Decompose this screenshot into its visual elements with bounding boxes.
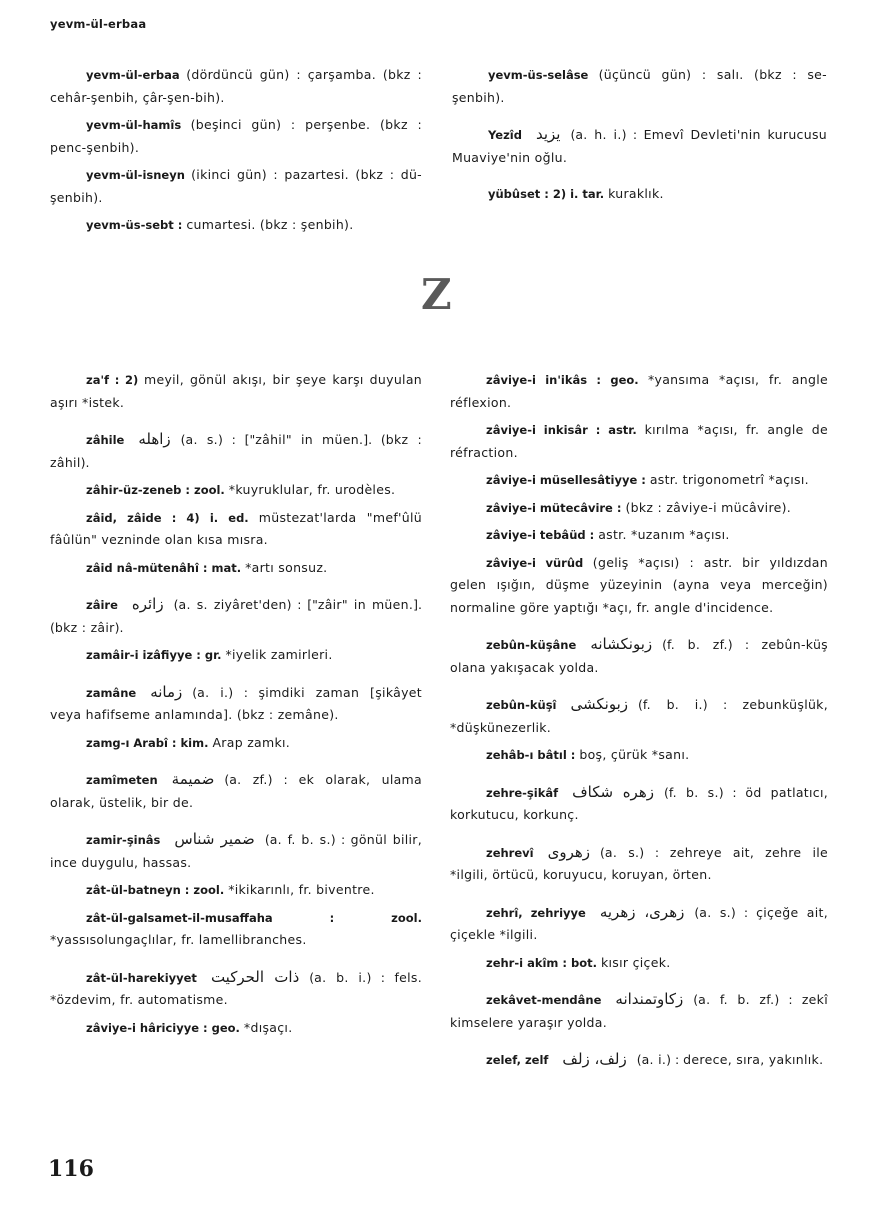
entry-headword: yevm-ül-erbaa — [86, 68, 180, 82]
entry-definition: (bkz : zâviye-i mücâvire). — [625, 499, 792, 515]
entry-headword: zâhir-üz-zeneb : zool. — [86, 483, 225, 497]
entry-definition: kuraklık. — [608, 186, 664, 201]
entry-headword: yevm-üs-selâse — [488, 68, 589, 82]
entry-arabic-script: زبونكشانه — [590, 635, 653, 653]
dictionary-entry — [450, 781, 828, 827]
entry-headword: zamâir-i izâfiyye : gr. — [86, 648, 222, 662]
dictionary-entry — [50, 593, 422, 639]
entry-headword: zâviye-i mütecâvire : — [486, 500, 622, 515]
entry-definition: (geliş *açısı) : astr. bir yıldızdan gelen ışığın, düşme yüzeyinin (ayna veya merceğin) normaline göre yaptığı *açı, fr. angle d'incidence. — [450, 554, 828, 615]
dictionary-entry — [50, 507, 422, 552]
entry-headword: zât-ül-harekiyyet — [86, 970, 197, 985]
entry-arabic-script: ضميمة — [171, 770, 215, 788]
entry-definition: (a. s. ziyâret'den) : ["zâir" in müen.]. (bkz : zâir). — [50, 597, 422, 635]
page-number: 116 — [48, 1156, 94, 1182]
top-left-column — [50, 64, 422, 242]
section-letter: Z — [421, 270, 452, 319]
dictionary-entry — [50, 214, 422, 237]
entry-definition: kısır çiçek. — [601, 954, 671, 970]
entry-headword: zamîmeten — [86, 773, 158, 787]
dictionary-entry — [50, 557, 422, 580]
entry-definition: (f. b. s.) : öd patlatıcı, korkutucu, korkunç. — [450, 784, 828, 822]
entry-headword: zâviye-i hâriciyye : geo. — [86, 1020, 240, 1035]
entry-headword: zehrî, zehriyye — [486, 905, 586, 920]
entry-arabic-script: ذات الحركيت — [210, 967, 300, 986]
entry-headword: yübûset : 2) i. tar. — [488, 187, 605, 201]
entry-headword: zamg-ı Arabî : kim. — [86, 735, 209, 750]
dictionary-entry — [50, 114, 422, 159]
entry-arabic-script: زائره — [131, 595, 164, 613]
dictionary-entry — [50, 428, 422, 474]
dictionary-entry — [450, 524, 828, 547]
entry-definition: Arap zamkı. — [212, 734, 291, 750]
dictionary-entry — [450, 693, 828, 739]
entry-headword: zebûn-küşî — [486, 698, 557, 712]
entry-definition: *artı sonsuz. — [245, 559, 328, 575]
entry-arabic-script: زهره شكاف — [572, 782, 654, 801]
entry-headword: zâviye-i in'ikâs : geo. — [486, 373, 639, 387]
entry-definition: (f. b. i.) : zebunküşlük, *düşkünezerlik. — [450, 697, 828, 735]
dictionary-entry — [50, 1017, 422, 1040]
entry-headword: zamâne — [86, 685, 137, 700]
main-left-column — [50, 369, 422, 1044]
dictionary-entry — [50, 479, 422, 502]
running-head: yevm-ül-erbaa — [50, 17, 147, 31]
entry-definition: (a. b. i.) : fels. *özdevim, fr. automatisme. — [50, 969, 422, 1007]
entry-headword: zelef, zelf — [486, 1053, 549, 1067]
entry-definition: astr. *uzanım *açısı. — [598, 527, 730, 542]
entry-headword: zekâvet-mendâne — [486, 993, 602, 1007]
dictionary-entry — [450, 369, 828, 414]
entry-definition: (a. h. i.) : Emevî Devleti'nin kurucusu Muaviye'nin oğlu. — [452, 127, 827, 165]
dictionary-entry — [450, 552, 828, 620]
dictionary-entry — [50, 907, 422, 952]
dictionary-entry — [50, 681, 422, 727]
dictionary-entry — [450, 901, 828, 947]
entry-definition: (dördüncü gün) : çarşamba. (bkz : cehâr-şenbih, çâr-şen-bih). — [50, 67, 422, 105]
entry-arabic-script: زبونكشى — [570, 695, 629, 713]
dictionary-entry — [50, 732, 422, 755]
dictionary-entry — [50, 164, 422, 209]
entry-definition: (a. i.) : derece, sıra, yakınlık. — [636, 1052, 824, 1067]
entry-arabic-script: زهرى، زهريه — [599, 902, 685, 921]
entry-definition: (a. i.) : şimdiki zaman [şikâyet veya hafifseme anlamında]. (bkz : zemâne). — [50, 684, 422, 722]
entry-headword: zât-ül-batneyn : zool. — [86, 883, 225, 897]
dictionary-entry — [450, 952, 828, 975]
entry-definition: *yassısolungaçlılar, fr. lamellibranches. — [50, 932, 307, 947]
entry-arabic-script: زهروى — [547, 842, 591, 861]
entry-headword: zehre-şikâf — [486, 785, 559, 800]
entry-headword: zâviye-i tebâüd : — [486, 528, 595, 542]
main-right-column — [450, 369, 828, 1077]
entry-definition: (üçüncü gün) : salı. (bkz : se-şenbih). — [452, 67, 827, 105]
entry-definition: (a. s.) : zehreye ait, zehre ile *ilgili, örtücü, koruyucu, koruyan, örten. — [450, 844, 828, 882]
entry-headword: yevm-ül-isneyn — [86, 168, 185, 182]
entry-headword: zât-ül-galsamet-il-musaffaha : zool. — [86, 910, 422, 925]
dictionary-entry — [452, 64, 827, 109]
dictionary-entry — [452, 123, 827, 169]
dictionary-entry — [450, 1048, 828, 1072]
entry-arabic-script: زلف، زلف — [562, 1050, 627, 1068]
entry-definition: (f. b. zf.) : zebûn-küş olana yakışacak yolda. — [450, 637, 828, 675]
entry-definition: meyil, gönül akışı, bir şeye karşı duyulan aşırı *istek. — [50, 372, 423, 410]
entry-arabic-script: يزيد — [535, 125, 561, 143]
entry-headword: zâhile — [86, 433, 125, 447]
entry-headword: zâid nâ-mütenâhî : mat. — [86, 560, 242, 575]
entry-headword: zâviye-i vürûd — [486, 555, 584, 570]
entry-definition: *ikikarınlı, fr. biventre. — [228, 882, 375, 897]
entry-definition: (a. f. b. zf.) : zekî kimselere yaraşır yolda. — [450, 992, 828, 1030]
dictionary-entry — [50, 828, 422, 874]
dictionary-entry — [450, 841, 828, 887]
entry-definition: (beşinci gün) : perşenbe. (bkz : penc-şenbih). — [50, 117, 422, 155]
entry-definition: müstezat'larda "mef'ûlü fâûlün" vezninde olan kısa mısra. — [50, 509, 422, 547]
entry-arabic-script: زاهله — [138, 430, 171, 448]
dictionary-entry — [450, 633, 828, 679]
dictionary-entry — [50, 369, 422, 414]
entry-headword: yevm-ül-hamîs — [86, 118, 182, 132]
entry-headword: zamir-şinâs — [86, 833, 161, 847]
dictionary-entry — [450, 469, 828, 492]
dictionary-entry — [452, 183, 827, 206]
entry-arabic-script: زمانه — [150, 682, 183, 701]
entry-definition: *iyelik zamirleri. — [225, 647, 333, 662]
dictionary-entry — [450, 419, 828, 464]
entry-definition: *yansıma *açısı, fr. angle réflexion. — [450, 372, 828, 410]
entry-definition: *dışaçı. — [243, 1019, 293, 1035]
dictionary-entry — [50, 644, 422, 667]
dictionary-entry — [450, 497, 828, 520]
entry-definition: (a. s.) : ["zâhil" in müen.]. (bkz : zâhil). — [50, 432, 422, 470]
entry-definition: (a. s.) : çiçeğe ait, çiçekle *ilgili. — [450, 904, 828, 942]
entry-headword: zâire — [86, 598, 118, 612]
entry-definition: *kuyruklular, fr. urodèles. — [228, 482, 396, 497]
dictionary-entry — [50, 768, 422, 814]
dictionary-entry — [50, 966, 422, 1012]
entry-definition: cumartesi. (bkz : şenbih). — [186, 217, 354, 232]
top-right-column — [452, 64, 827, 211]
entry-arabic-script: زكاوتمندانه — [615, 990, 684, 1008]
entry-definition: (a. zf.) : ek olarak, ulama olarak, üstelik, bir de. — [50, 772, 422, 810]
entry-headword: zâid, zâide : 4) i. ed. — [86, 510, 249, 525]
entry-headword: zehr-i akîm : bot. — [486, 955, 598, 970]
entry-arabic-script: ضمير شناس — [174, 830, 255, 848]
entry-definition: (a. f. b. s.) : gönül bilir, ince duygulu, hassas. — [50, 832, 422, 870]
entry-headword: zâviye-i inkisâr : astr. — [486, 423, 637, 437]
entry-definition: boş, çürük *sanı. — [579, 747, 690, 762]
entry-definition: (ikinci gün) : pazartesi. (bkz : dü-şenbih). — [50, 167, 422, 205]
dictionary-entry — [50, 879, 422, 902]
entry-headword: zâviye-i müsellesâtiyye : — [486, 473, 646, 487]
dictionary-entry — [50, 64, 422, 109]
entry-definition: astr. trigonometrî *açısı. — [649, 472, 809, 487]
dictionary-entry — [450, 744, 828, 767]
entry-headword: yevm-üs-sebt : — [86, 218, 183, 232]
entry-headword: zehâb-ı bâtıl : — [486, 748, 576, 762]
entry-headword: za'f : 2) — [86, 373, 139, 387]
dictionary-entry — [450, 988, 828, 1034]
entry-headword: zehrevî — [486, 845, 534, 860]
entry-headword: Yezîd — [488, 128, 522, 142]
entry-headword: zebûn-küşâne — [486, 638, 577, 652]
entry-definition: kırılma *açısı, fr. angle de réfraction. — [450, 422, 828, 460]
